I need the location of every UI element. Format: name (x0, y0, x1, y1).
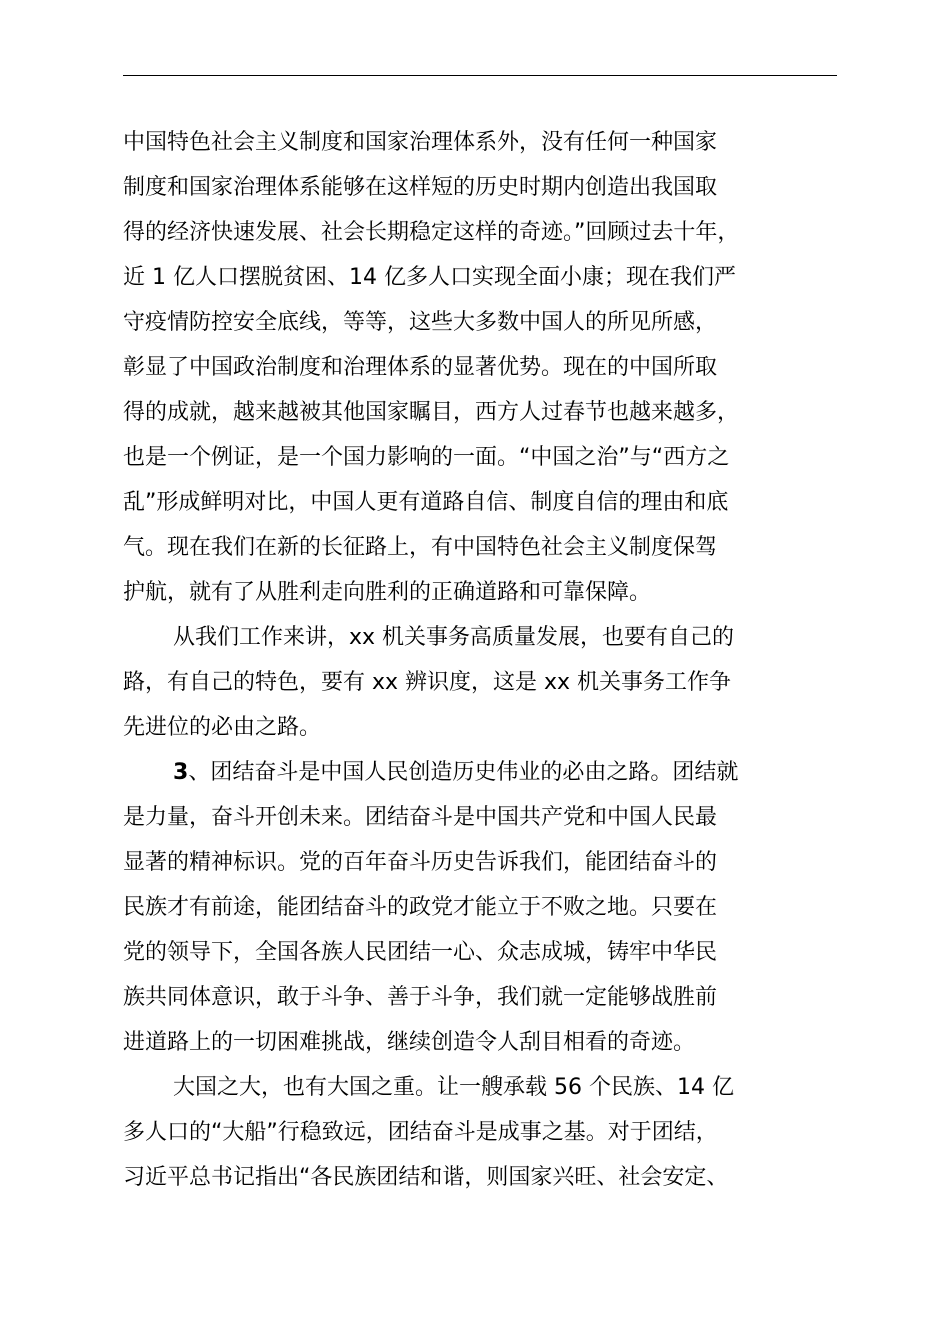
section-heading-line (123, 750, 863, 795)
text-line: 得的成就，越来越被其他国家瞩目，西方人过春节也越来越多， (123, 400, 740, 425)
text-line: 是力量，奋斗开创未来。团结奋斗是中国共产党和中国人民最 (123, 805, 718, 830)
text-line: 护航，就有了从胜利走向胜利的正确道路和可靠保障。 (123, 580, 652, 605)
text-line: 得的经济快速发展、社会长期稳定这样的奇迹。”回顾过去十年， (123, 220, 740, 245)
text-line: 也是一个例证，是一个国力影响的一面。“中国之治”与“西方之 (123, 445, 730, 470)
body-text (123, 120, 863, 1200)
text-line: 气。现在我们在新的长征路上，有中国特色社会主义制度保驾 (123, 535, 718, 560)
text-line: 近 1 亿人口摆脱贫困、14 亿多人口实现全面小康；现在我们严 (123, 265, 736, 290)
text-line: 习近平总书记指出“各民族团结和谐，则国家兴旺、社会安定、 (123, 1165, 729, 1190)
text-line: 族共同体意识，敢于斗争、善于斗争，我们就一定能够战胜前 (123, 985, 718, 1010)
text-line: 显著的精神标识。党的百年奋斗历史告诉我们，能团结奋斗的 (123, 850, 718, 875)
text-line: 先进位的必由之路。 (123, 715, 322, 740)
text-line: 路，有自己的特色，要有 xx 辨识度，这是 xx 机关事务工作争 (123, 670, 732, 695)
text-line: 多人口的“大船”行稳致远，团结奋斗是成事之基。对于团结， (123, 1120, 718, 1145)
text-line: 彰显了中国政治制度和治理体系的显著优势。现在的中国所取 (123, 355, 718, 380)
text-line: 党的领导下，全国各族人民团结一心、众志成城，铸牢中华民 (123, 940, 718, 965)
header-rule (123, 75, 837, 76)
text-line: 大国之大，也有大国之重。让一艘承载 56 个民族、14 亿 (173, 1075, 734, 1100)
text-line: 中国特色社会主义制度和国家治理体系外，没有任何一种国家 (123, 130, 718, 155)
text-line: 民族才有前途，能团结奋斗的政党才能立于不败之地。只要在 (123, 895, 718, 920)
text-line: 进道路上的一切困难挑战，继续创造令人刮目相看的奇迹。 (123, 1030, 696, 1055)
text-line: 乱”形成鲜明对比，中国人更有道路自信、制度自信的理由和底 (123, 490, 729, 515)
text-line: 守疫情防控安全底线，等等，这些大多数中国人的所见所感， (123, 310, 718, 335)
text-line: 制度和国家治理体系能够在这样短的历史时期内创造出我国取 (123, 175, 718, 200)
text-line: 从我们工作来讲，xx 机关事务高质量发展，也要有自己的 (173, 625, 735, 650)
section-number: 3 (173, 760, 189, 785)
section-heading-text: 、团结奋斗是中国人民创造历史伟业的必由之路。团结就 (188, 760, 739, 785)
